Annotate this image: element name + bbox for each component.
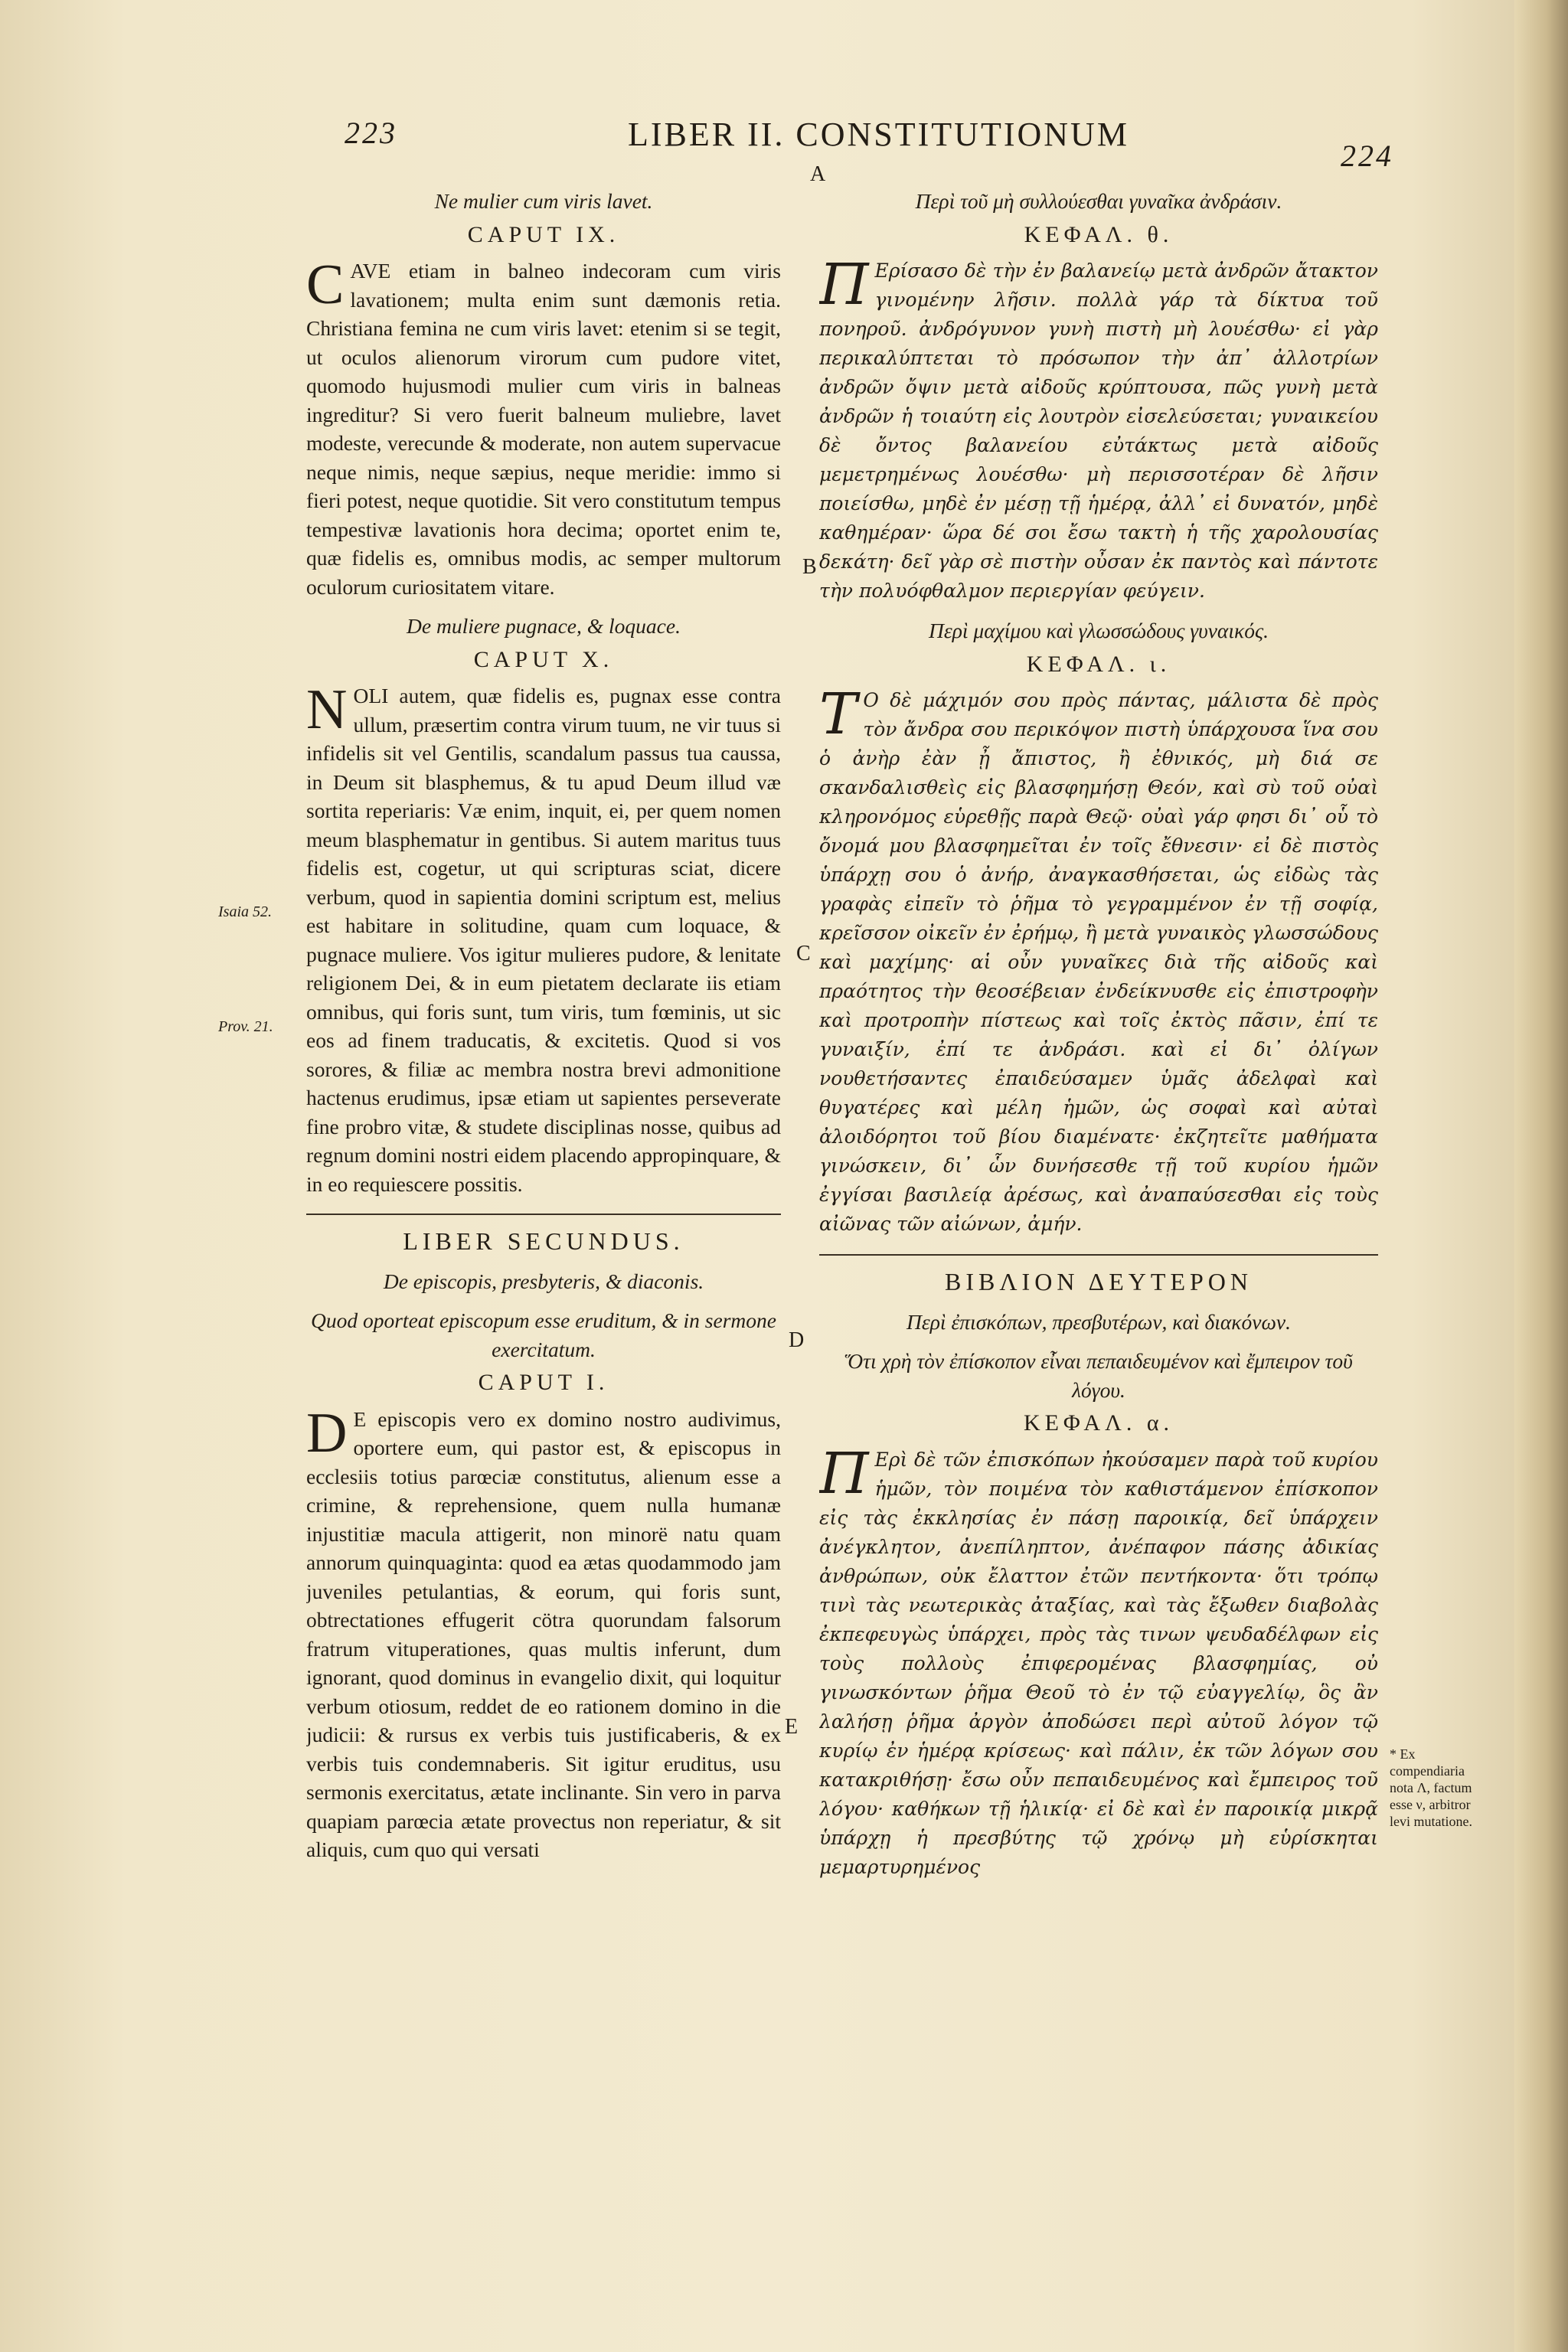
section-letter: E [785,1715,799,1739]
section-heading: Περὶ τοῦ μὴ συλλούεσθαι γυναῖκα ἀνδράσιν. [915,189,1282,213]
paragraph-text: Ερὶ δὲ τῶν ἐπισκόπων ἠκούσαμεν παρὰ τοῦ κυρίου ἡμῶν, τὸν ποιμένα τὸν καθιστάμενον ἐπίσκοπον εἰς τὰς ἐκκλησίας ἐν πάσῃ παροικίᾳ, δεῖ ὑπάρχειν ἀνέγκλητον, ἀνεπίληπτον, ἀνέπαφον πάσης ἀδικίας ἀνθρώπων, οὐκ ἔλαττον ἐτῶν πεντήκοντα· ὅτι τρόπῳ τινὶ τὰς νεωτερικὰς ἀταξίας, καὶ τὰς ἔξωθεν διαβολὰς ἐκπεφευγὼς ὑπάρχει, πρὸς τὰς τινων ψευδαδέλφων εἰς τοὺς πολλοὺς ἐπιφερομένας βλασφημίας, οὐ γινωσκόντων ῥῆμα Θεοῦ τὸ ἐν τῷ εὐαγγελίῳ, ὃς ἂν λαλήσῃ ῥῆμα ἀργὸν ἀποδώσει περὶ αὐτοῦ λόγον τῷ κυρίῳ ἐν ἡμέρᾳ κρίσεως· καὶ πάλιν, ἐκ τῶν λόγων σου κατακριθήσῃ· ἔσω οὖν πεπαιδευμένος καὶ ἔμπειρος τοῦ λόγου· καθήκων τῇ ἡλικίᾳ· εἰ δὲ καὶ ἐν παροικίᾳ μικρᾷ ὑπάρχῃ ἡ πρεσβύτης τῷ χρόνῳ μὴ εὑρίσκηται μεμαρτυρημένος [819,1448,1378,1878]
book-title: ΒΙΒΛΙΟΝ ΔΕΥΤΕΡΟΝ [945,1268,1253,1295]
side-note: * Ex compendiaria nota Λ, factum esse ν, arbitror levi mutatione. [1390,1746,1472,1829]
paragraph [819,681,1378,1239]
paragraph-text: Ο δὲ μάχιμόν σου πρὸς πάντας, μάλιστα δὲ πρὸς τὸν ἄνδρα σου περικόψον πιστὴ ὑπάρχουσα ἵνα σου ὁ ἀνὴρ ἐὰν ᾖ ἄπιστος, ἢ ἐθνικός, μὴ διά σε σκανδαλισθεὶς εἰς βλασφημήσῃ Θεόν, καὶ σὺ τοῦ οὐαὶ κληρονόμος εὑρεθῇς παρὰ Θεῷ· οὐαὶ γάρ φησι δι᾽ οὗ τὸ ὄνομά μου βλασφημεῖται ἐν τοῖς ἔθνεσιν· εἰ δὲ πιστὸς ὑπάρχῃ σου ὁ ἀνήρ, ἀναγκασθήσεται, ὡς εἰδὼς τὰς γραφὰς εἰπεῖν τὸ ῥῆμα τὸ γεγραμμένον ἐν τῇ σοφίᾳ, κρεῖσσον οἰκεῖν ἐν ἐρήμῳ, ἢ μετὰ γυναικὸς γλωσσώδους καὶ μαχίμης· αἱ οὖν γυναῖκες διὰ τῆς αἰδοῦς καὶ πραότητος τὴν θεοσέβειαν ἐνδείκνυσθε εἰς ἐπιστροφὴν καὶ προτροπὴν πίστεως καὶ τοῖς ἐκτὸς πᾶσιν, ἐπί τε γυναιξίν, ἐπί τε ἀνδράσι. καὶ εἰ δι᾽ ὀλίγων νουθετήσαντες ἐπαιδεύσαμεν ὑμᾶς ἀδελφαὶ καὶ θυγατέρες καὶ μέλη ἡμῶν, ὡς σοφαὶ καὶ αὐταὶ ἀλοιδόρητοι τοῦ βίου διαμένατε· ἐκζητεῖτε μαθήματα γινώσκειν, δι᾽ ὧν δυνήσεσθε τῇ τοῦ κυρίου ἡμῶν ἐγγίσαι βασιλείᾳ ἀρέσως, καὶ ἀναπαύσεσθαι εἰς τοὺς αἰῶνας τῶν αἰώνων, ἀμήν. [819,689,1378,1235]
running-header [329,115,1416,173]
section-heading: Ne mulier cum viris lavet. [434,189,653,213]
drop-cap: Π [819,1440,869,1507]
paragraph-text: AVE etiam in balneo indecoram cum viris lavationem; multa enim sunt dæmonis retia. Christiana femina ne cum viris lavet: etenim si se tegit, ut oculos alienorum virorum cum pudore vitet, quomodo hujusmodi mulier cum viris in balneas ingreditur? Si vero fuerit balneum muliebre, lavet modeste, verecunde & moderate, non autem supervacue neque nimis, neque sæpius, neque meridie: immo si fieri potest, neque quotidie. Sit vero constitutum tempus tempestivæ lavationis hora decima; oportet enim te, quæ fidelis es, omnibus modis, ac semper multorum oculorum curiositatem vitare. [306,259,781,599]
section-heading: Quod oporteat episcopum esse eruditum, & in sermone exercitatum. [311,1308,776,1361]
book-title: LIBER SECUNDUS. [403,1227,684,1255]
divider [819,1254,1378,1256]
chapter-heading: CAPUT X. [473,646,614,672]
margin-reference: Prov. 21. [218,1018,273,1035]
drop-cap: Τ [819,681,858,747]
paragraph-text: Ερίσασο δὲ τὴν ἐν βαλανείῳ μετὰ ἀνδρῶν ἄτακτον γινομένην λῆσιν. πολλὰ γάρ τὰ δίκτυα τοῦ πονηροῦ. ἀνδρόγυνον γυνὴ πιστὴ μὴ λουέσθω· εἰ γὰρ περικαλύπτεται τὸ πρόσωπον τὴν ἀπ᾽ ἀλλοτρίων ἀνδρῶν ὄψιν μετὰ αἰδοῦς κρύπτουσα, πῶς γυνὴ μετὰ ἀνδρῶν ἡ τοιαύτη εἰς λουτρὸν εἰσελεύσεται; γυναικείου δὲ ὄντος βαλανείου εὐτάκτως μετὰ αἰδοῦς μεμετρημένως λουέσθω· μὴ περισσοτέραν δὲ λῆσιν ποιείσθω, μηδὲ ἐν μέσῃ τῇ ἡμέρᾳ, ἀλλ᾽ εἰ δυνατόν, μηδὲ καθημέραν· ὥρα δέ σοι ἔσω τακτὴ ἡ τῆς χαρολουσίας δεκάτη· δεῖ γὰρ σὲ πιστὴν οὖσαν ἐκ παντὸς καὶ πάντοτε τὴν πολυόφθαλμον περιεργίαν φεύγειν. [819,260,1378,602]
paragraph [819,252,1378,606]
section-heading: Περὶ μαχίμου καὶ γλωσσώδους γυναικός. [929,619,1269,642]
page-number-right: 224 [1341,139,1393,173]
margin-reference: Isaia 52. [218,903,272,920]
section-letter: A [810,162,826,186]
chapter-heading: ΚΕΦΑΛ. α. [1023,1410,1174,1436]
section-heading: De episcopis, presbyteris, & diaconis. [383,1269,704,1293]
chapter-heading: CAPUT I. [478,1370,609,1395]
chapter-heading: ΚΕΦΑΛ. ι. [1026,651,1171,677]
chapter-heading: CAPUT IX. [467,221,620,247]
drop-cap: C [306,253,345,316]
latin-column [306,176,781,2113]
running-title: LIBER II. CONSTITUTIONUM [628,116,1129,153]
divider [306,1214,781,1215]
section-letter: B [802,555,817,579]
section-letter: D [789,1328,805,1352]
paragraph [819,1440,1378,1882]
section-heading: Περὶ ἐπισκόπων, πρεσβυτέρων, καὶ διακόνων. [906,1309,1291,1334]
drop-cap: N [306,678,348,741]
paragraph-text: OLI autem, quæ fidelis es, pugnax esse contra ullum, præsertim contra virum tuum, ne vir tuus si infidelis sit vel Gentilis, scandalum passus tua caussa, in Deum sit blasphemus, & tu apud Deum illud væ sortita reperiaris: Væ enim, inquit, ei, per quem nomen meum blasphematur in gentibus. Si autem maritus tuus fidelis est, cogetur, ut qui scripturas sciat, dicere verbum, quod in sapientia domini scriptum est, melius est habitare in solitudine, quam cum loquace, & pugnace muliere. Vos igitur mulieres pudore, & lenitate religionem Dei, & in eum pietatem declarate iis etiam omnibus, qui foris sunt, tum viris, tum fœminis, ut sic eos ad finem traducatis, & excitetis. Quod si vos sorores, & filiæ ac membra nostra brevi admonitione hactenus erudimus, ipsæ etiam ut sapientes perseverate fine probro vitæ, & studete disciplinas nosse, quibus ad regnum domini nostri eidem placendo appropinquare, & in eo requiescere possitis. [306,684,781,1196]
drop-cap: Π [819,252,869,318]
section-heading: De muliere pugnace, & loquace. [407,614,681,638]
drop-cap: D [306,1401,348,1465]
chapter-heading: ΚΕΦΑΛ. θ. [1024,221,1174,247]
greek-column [819,176,1378,2113]
paragraph-text: E episcopis vero ex domino nostro audivimus, oportere eum, qui pastor est, & episcopus in ecclesiis totius parœciæ constitutus, alienum esse a crimine, & reprehensione, quem nulla humanæ injustitiæ macula attigerit, non minorë natu quam annorum quinquaginta: quod ea ætas quodammodo jam juveniles petulantias, & eorum, qui foris sunt, obtrectationes effugerit cötra quorundam falsorum fratrum vituperationes, quas multis inferunt, dum ignorant, quod dominus in evangelio dixit, qui loquitur verbum otiosum, reddet de eo rationem domino in die judicii: & rursus ex verbis tuis justificaberis, & ex verbis tuis condemnaberis. Sit igitur eruditus, usu sermonis exercitatus, ætate inclinante. Sin vero in parva quapiam parœcia ætate provectus non reperiatur, & sit aliquis, cum quo qui versati [306,1406,781,1861]
page-edge [1514,0,1568,2352]
section-letter: C [796,942,811,965]
page-number-left: 223 [345,116,397,150]
section-heading: Ὅτι χρὴ τὸν ἐπίσκοπον εἶναι πεπαιδευμένον καὶ ἔμπειρον τοῦ λόγου. [844,1349,1353,1402]
paragraph [306,1401,781,1864]
paragraph [306,678,781,1198]
paragraph [306,253,781,601]
